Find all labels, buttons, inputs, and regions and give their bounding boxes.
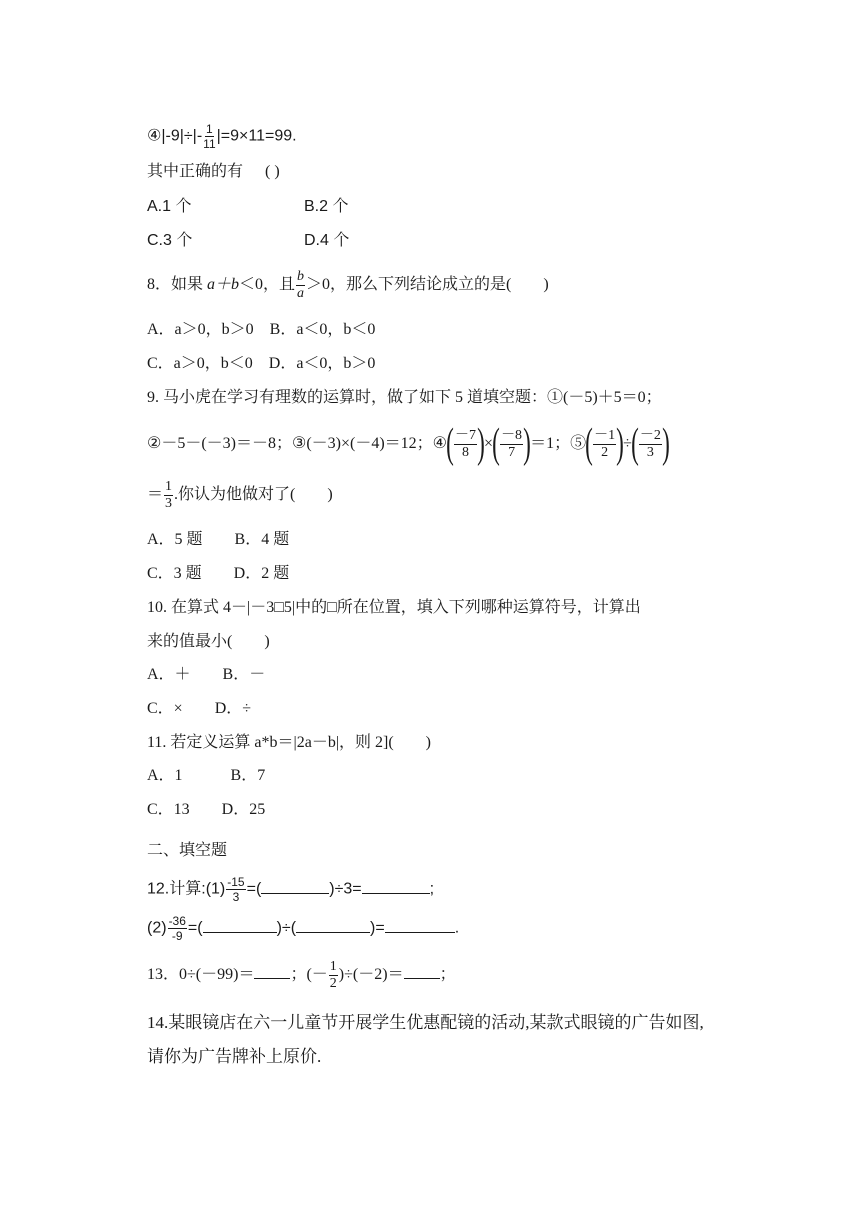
q9-fraction-3 (593, 429, 616, 460)
q9-stem (147, 387, 662, 409)
q9-line3-eq: ＝ (147, 486, 164, 504)
q12-l1-num: -15 (227, 875, 245, 889)
q12-l2-den: -9 (171, 929, 183, 943)
q7-prompt-line (147, 161, 280, 183)
q12-l1-c: )÷3= (329, 880, 362, 898)
q9-f1-num: －7 (455, 427, 477, 443)
q8-fraction (296, 270, 305, 301)
q9-bracket-open-3: ( (585, 421, 593, 468)
q13-line (147, 960, 456, 991)
q7-item4-fraction (203, 123, 215, 150)
q9-options-ab (147, 529, 289, 551)
q13-c: )÷(－2)＝ (338, 966, 404, 984)
q7-item4-den: 11 (203, 137, 216, 151)
q10-stem-line1-text: 10. 在算式 4－|－3□5|中的□所在位置，填入下列哪种运算符号，计算出 (147, 599, 641, 616)
q11-options-ab-text: A．1 B．7 (147, 767, 266, 784)
q9-bracket-close-3: ) (616, 421, 624, 468)
q10-stem-line1 (147, 597, 641, 619)
q7-option-d-text: D.4 个 (304, 232, 350, 249)
q11-stem (147, 732, 431, 754)
q12-l2-fraction (168, 915, 187, 942)
q7-item4-minus: - (196, 127, 203, 145)
q12-l2-c: )÷( (276, 919, 297, 937)
q9-options-ab-text: A．5 题 B．4 题 (147, 531, 290, 548)
q12-blank-2[interactable] (362, 879, 430, 894)
q8-frac-num: b (297, 269, 305, 284)
q10-options-cd-text: C．× D．÷ (147, 700, 252, 717)
q9-fraction-5 (164, 480, 173, 511)
q9-line3 (147, 480, 333, 511)
q11-options-ab (147, 765, 265, 787)
q13-blank-1[interactable] (254, 964, 290, 979)
q13-num: 1 (329, 959, 337, 974)
q8-options-cd (147, 353, 375, 375)
q7-option-a-text: A.1 个 (147, 198, 192, 215)
q13-blank-2[interactable] (404, 964, 440, 979)
q7-item4-suffix: |=9×11=99. (216, 127, 297, 145)
q10-stem-line2-text: 来的值最小( ) (147, 633, 270, 650)
q12-line1 (147, 876, 434, 903)
q12-blank-5[interactable] (385, 918, 455, 933)
q7-option-b-text: B.2 个 (304, 198, 349, 215)
q9-options-cd (147, 563, 289, 585)
q7-prompt: 其中正确的有 (147, 163, 244, 180)
q7-option-d (304, 230, 349, 252)
q11-options-cd-text: C．13 D．25 (147, 801, 266, 818)
q7-option-a (147, 196, 191, 218)
q7-item4 (147, 123, 297, 150)
q9-f5-den: 3 (165, 496, 173, 511)
q14-line1-text: 14.某眼镜店在六一儿童节开展学生优惠配镜的活动,某款式眼镜的广告如图, (147, 1013, 704, 1032)
q9-f2-den: 7 (508, 444, 516, 460)
q8-stem-c: ＞0，那么下列结论成立的是( ) (306, 276, 549, 294)
q9-f5-num: 1 (165, 479, 173, 494)
q10-options-cd (147, 698, 251, 720)
q9-fraction-4 (639, 429, 662, 460)
q12-l2-num: -36 (168, 914, 186, 928)
q13-den: 2 (329, 976, 337, 991)
q9-line2-a: ②－5－(－3)＝－8；③(－3)×(－4)＝12；④ (147, 435, 448, 452)
q9-f2-num: －8 (501, 427, 523, 443)
q9-line3-rest: .你认为他做对了( ) (174, 486, 333, 504)
q12-l2-a: (2) (147, 919, 167, 937)
q12-l2-b: =( (187, 919, 203, 937)
q9-bracket-close-1: ) (477, 421, 485, 468)
q13-b: ；(－ (290, 966, 328, 984)
q9-f4-num: －2 (639, 427, 661, 443)
q13-d: ； (439, 966, 456, 984)
q8-frac-den: a (297, 286, 305, 301)
q7-item4-prefix: ④|-9|÷| (147, 127, 197, 145)
q12-l1-a: 12.计算:(1) (147, 880, 226, 898)
q7-option-c-text: C.3 个 (147, 232, 193, 249)
q8-stem-b: ＜0，且 (239, 276, 296, 294)
q10-options-ab (147, 664, 265, 686)
q12-blank-4[interactable] (296, 918, 370, 933)
q10-stem-line2 (147, 631, 270, 653)
section-title-text: 二、填空题 (147, 842, 228, 859)
q13-a: 13．0÷(－99)＝ (147, 966, 255, 984)
q11-stem-text: 11. 若定义运算 a*b＝|2a－b|，则 2]( ) (147, 734, 432, 751)
q12-l2-d: )= (370, 919, 385, 937)
q8-options-ab (147, 319, 375, 341)
q12-l1-d: ; (429, 880, 435, 898)
q9-f3-den: 2 (601, 444, 609, 460)
q13-fraction (329, 960, 338, 991)
section-title (147, 840, 227, 862)
q9-fraction-1 (454, 429, 477, 460)
q8-options-cd-text: C．a＞0，b＜0 D．a＜0，b＞0 (147, 355, 376, 372)
q12-l2-e: . (454, 919, 460, 937)
q9-bracket-open-1: ( (446, 421, 454, 468)
q9-stem-text: 9. 马小虎在学习有理数的运算时，做了如下 5 道填空题：①(－5)＋5＝0； (147, 389, 662, 406)
q14-line2 (147, 1046, 321, 1068)
q12-l1-b: =( (246, 880, 262, 898)
q14-line1 (147, 1012, 704, 1034)
q12-l1-den: 3 (232, 890, 240, 904)
q9-f3-num: －1 (594, 427, 616, 443)
q14-line2-text: 请你为广告牌补上原价. (147, 1047, 322, 1066)
q7-option-c (147, 230, 192, 252)
q7-option-b (304, 196, 348, 218)
q9-f1-den: 8 (462, 444, 470, 460)
q9-times: × (484, 435, 494, 452)
q7-item4-num: 1 (206, 122, 213, 136)
q7-answer-paren: ( ) (265, 163, 280, 180)
q10-options-ab-text: A．＋ B．－ (147, 666, 266, 683)
q8-options-ab-text: A．a＞0，b＞0 B．a＜0，b＜0 (147, 321, 376, 338)
q8-stem (147, 270, 549, 301)
q12-blank-1[interactable] (261, 879, 329, 894)
q12-line2 (147, 915, 459, 942)
q9-bracket-close-2: ) (523, 421, 531, 468)
q8-stem-a: 8．如果 (147, 276, 208, 294)
q11-options-cd (147, 799, 265, 821)
q9-div: ÷ (623, 435, 632, 452)
q9-options-cd-text: C．3 题 D．2 题 (147, 565, 290, 582)
q9-bracket-open-4: ( (631, 421, 639, 468)
q9-bracket-open-2: ( (492, 421, 500, 468)
q9-eq1: ＝1；⑤ (530, 435, 587, 452)
q9-f4-den: 3 (646, 444, 654, 460)
q9-line2 (147, 421, 670, 468)
q8-stem-var: a＋b (207, 276, 240, 294)
q9-bracket-close-4: ) (662, 421, 670, 468)
q12-blank-3[interactable] (203, 918, 277, 933)
q12-l1-fraction (226, 876, 245, 903)
q9-fraction-2 (500, 429, 523, 460)
